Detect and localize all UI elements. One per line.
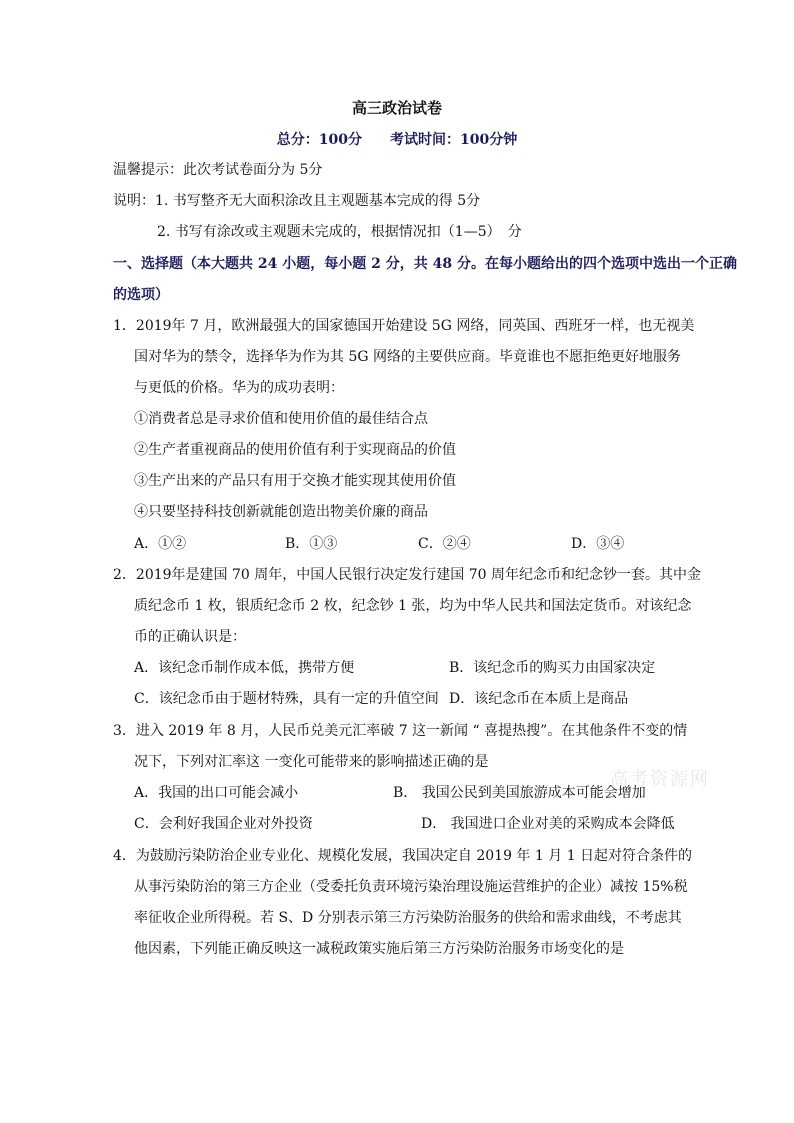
q3-option-d: D． 我国进口企业对美的采购成本会降低	[421, 816, 675, 832]
note-2: 2. 书写有涂改或主观题未完成的，根据情况扣（1—5） 分	[157, 224, 522, 240]
q1-option-a: A．①②	[134, 536, 187, 552]
q2-stem-line2: 质纪念币 1 枚，银质纪念币 2 枚，纪念钞 1 张，均为中华人民共和国法定货币。对该纪念	[134, 598, 692, 614]
q3-option-b: B． 我国公民到美国旅游成本可能会增加	[393, 785, 646, 801]
q1-statement-2: ②生产者重视商品的使用价值有利于实现商品的价值	[134, 442, 456, 458]
q3-option-c: C．会利好我国企业对外投资	[134, 816, 313, 832]
q4-stem-line3: 率征收企业所得税。若 S、D 分别表示第三方污染防治服务的供给和需求曲线，不考虑其	[134, 910, 682, 926]
q4-stem-line1: 4．为鼓励污染防治企业专业化、规模化发展，我国决定自 2019 年 1 月 1 日起对符合条件的	[113, 848, 693, 864]
q2-option-d: D．该纪念币在本质上是商品	[449, 691, 629, 707]
q3-option-a: A．我国的出口可能会减小	[134, 785, 299, 801]
q3-stem-line2: 况下，下列对汇率这 一变化可能带来的影响描述正确的是	[134, 754, 489, 770]
section-heading: 一、选择题（本大题共 24 小题，每小题 2 分，共 48 分。在每小题给出的四个选项中选出一个正确	[113, 256, 737, 272]
q1-statement-4: ④只要坚持科技创新就能创造出物美价廉的商品	[134, 504, 428, 520]
q1-stem-line2: 国对华为的禁令，选择华为作为其 5G 网络的主要供应商。毕竟谁也不愿拒绝更好地服务	[134, 349, 681, 365]
q2-stem-line3: 币的正确认识是：	[134, 629, 246, 645]
q2-option-b: B．该纪念币的购买力由国家决定	[449, 660, 656, 676]
watermark: 高考资源网	[610, 769, 710, 790]
q2-option-c: C．该纪念币由于题材特殊，具有一定的升值空间	[134, 691, 439, 707]
q1-option-d: D．③④	[571, 536, 625, 552]
exam-title: 高三政治试卷	[351, 99, 442, 117]
q3-stem-line1: 3．进入 2019 年 8 月，人民币兑美元汇率破 7 这一新闻 “ 喜提热搜”。在其他条件不变的情	[113, 723, 688, 739]
q1-stem-line1: 1．2019年 7 月，欧洲最强大的国家德国开始建设 5G 网络，同英国、西班牙一样，也无视美	[113, 318, 695, 334]
q1-statement-3: ③生产出来的产品只有用于交换才能实现其使用价值	[134, 473, 456, 489]
q1-option-b: B．①③	[285, 536, 338, 552]
section-heading-cont: 的选项）	[113, 287, 169, 303]
exam-meta	[0, 130, 794, 150]
q2-stem-line1: 2．2019年是建国 70 周年，中国人民银行决定发行建国 70 周年纪念币和纪念钞一套。其中金	[113, 567, 701, 583]
q1-stem-line3: 与更低的价格。华为的成功表明：	[134, 380, 344, 396]
q1-option-c: C．②④	[418, 536, 471, 552]
note-1: 说明：1. 书写整齐无大面积涂改且主观题基本完成的得 5分	[113, 193, 481, 209]
q4-stem-line2: 从事污染防治的第三方企业（受委托负责环境污染治理设施运营维护的企业）减按 15%税	[134, 879, 688, 895]
exam-time: 考试时间：100分钟	[390, 132, 518, 148]
q4-stem-line4: 他因素，下列能正确反映这一减税政策实施后第三方污染防治服务市场变化的是	[134, 941, 624, 957]
q2-option-a: A．该纪念币制作成本低，携带方便	[134, 660, 355, 676]
score-tip: 温馨提示：此次考试卷面分为 5分	[113, 162, 323, 178]
q1-statement-1: ①消费者总是寻求价值和使用价值的最佳结合点	[134, 411, 428, 427]
total-score: 总分：100分	[276, 132, 362, 148]
